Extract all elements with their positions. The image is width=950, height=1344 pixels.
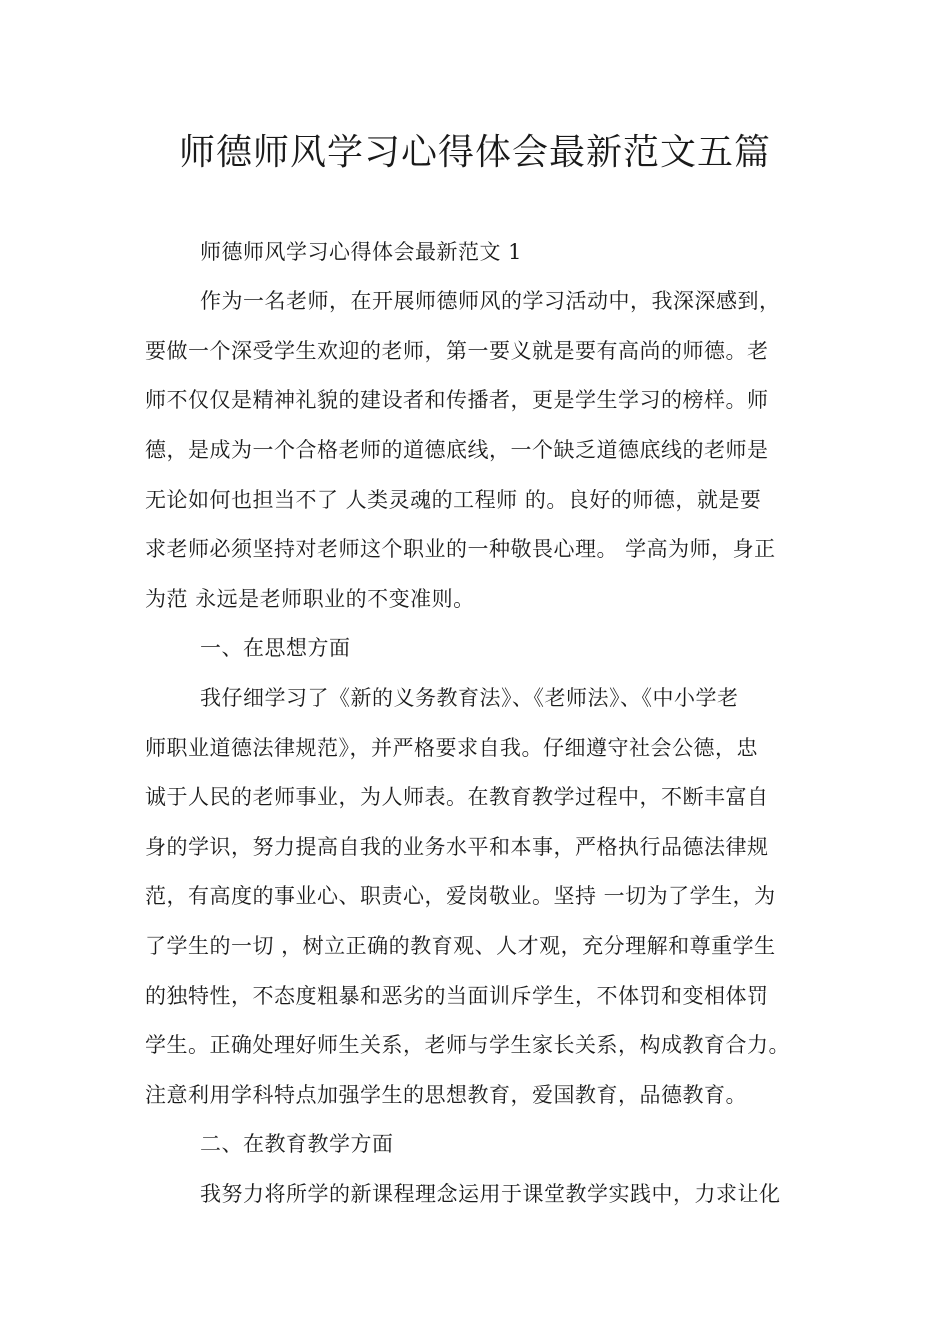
paragraph-line: 师职业道德法律规范》，并严格要求自我。仔细遵守社会公德，忠 xyxy=(145,736,758,760)
paragraph-line: 的独特性，不态度粗暴和恶劣的当面训斥学生，不体罚和变相体罚 xyxy=(145,984,769,1008)
paragraph-line: 为范 永远是老师职业的不变准则。 xyxy=(145,587,475,611)
paragraph-line: 我努力将所学的新课程理念运用于课堂教学实践中，力求让化 xyxy=(200,1182,781,1206)
paragraph-line: 了学生的一切 ，树立正确的教育观、人才观，充分理解和尊重学生 xyxy=(145,934,776,958)
paragraph-line: 要做一个深受学生欢迎的老师，第一要义就是要有高尚的师德。老 xyxy=(145,339,769,363)
document-title: 师德师风学习心得体会最新范文五篇 xyxy=(178,132,771,173)
paragraph-line: 注意利用学科特点加强学生的思想教育，爱国教育，品德教育。 xyxy=(145,1083,747,1107)
essay-heading: 师德师风学习心得体会最新范文 1 xyxy=(200,240,523,264)
paragraph-line: 作为一名老师，在开展师德师风的学习活动中，我深深感到， xyxy=(200,289,781,313)
section-heading: 二、在教育教学方面 xyxy=(200,1132,394,1156)
paragraph-line: 范，有高度的事业心、职责心，爱岗敬业。坚持 一切为了学生，为 xyxy=(145,884,776,908)
paragraph-line: 师不仅仅是精神礼貌的建设者和传播者，更是学生学习的榜样。师 xyxy=(145,388,769,412)
paragraph-line: 无论如何也担当不了 人类灵魂的工程师 的。良好的师德，就是要 xyxy=(145,488,762,512)
paragraph-line: 德，是成为一个合格老师的道德底线，一个缺乏道德底线的老师是 xyxy=(145,438,769,462)
paragraph-line: 求老师必须坚持对老师这个职业的一种敬畏心理。 学高为师，身正 xyxy=(145,537,776,561)
paragraph-line: 我仔细学习了《新的义务教育法》、《老师法》、《中小学老 xyxy=(200,686,739,710)
paragraph-line: 学生。正确处理好师生关系，老师与学生家长关系，构成教育合力。 xyxy=(145,1033,790,1057)
paragraph-line: 诚于人民的老师事业，为人师表。在教育教学过程中，不断丰富自 xyxy=(145,785,769,809)
paragraph-line: 身的学识，努力提高自我的业务水平和本事，严格执行品德法律规 xyxy=(145,835,769,859)
section-heading: 一、在思想方面 xyxy=(200,636,351,660)
